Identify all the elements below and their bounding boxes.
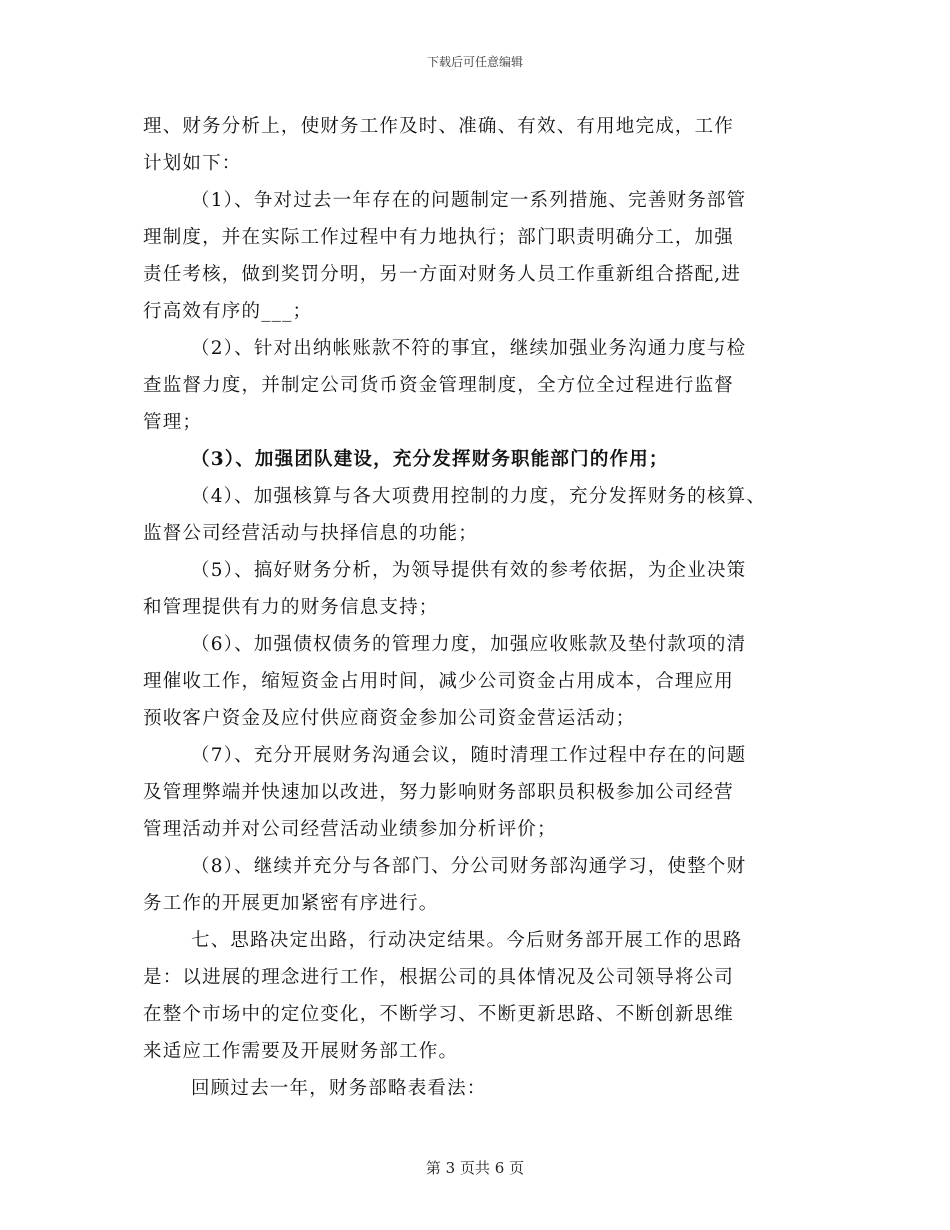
text-line: 管理； [143,412,203,433]
paragraph-item-1 [143,182,823,330]
text-line: （6）、加强债权债务的管理力度，加强应收账款及垫付款项的清 [191,634,747,655]
text-line: 及管理弊端并快速加以改进，努力影响财务部职员积极参加公司经营 [143,782,735,803]
text-line: 预收客户资金及应付供应商资金参加公司资金营运活动； [143,708,636,729]
text-line: 责任考核，做到奖罚分明，另一方面对财务人员工作重新组合搭配,进 [143,264,742,285]
text-line: 行高效有序的___； [143,301,313,322]
paragraph-intro [143,108,823,182]
paragraph-item-8 [143,848,823,922]
text-line: 是：以进展的理念进行工作，根据公司的具体情况及公司领导将公司 [143,967,735,988]
paragraph-item-6 [143,626,823,737]
text-line: （1）、争对过去一年存在的问题制定一系列措施、完善财务部管 [191,190,747,211]
text-line: 查监督力度，并制定公司货币资金管理制度，全方位全过程进行监督 [143,375,735,396]
document-body [143,108,823,1107]
text-line: 在整个市场中的定位变化，不断学习、不断更新思路、不断创新思维 [143,1004,735,1025]
text-line: （8）、继续并充分与各部门、分公司财务部沟通学习，使整个财 [191,856,747,877]
text-line: （3）、加强团队建设，充分发挥财务职能部门的作用； [191,449,669,470]
text-line: 理、财务分析上，使财务工作及时、准确、有效、有用地完成，工作 [143,116,735,137]
paragraph-item-2 [143,330,823,441]
text-line: 回顾过去一年，财务部略表看法： [191,1078,487,1099]
paragraph-item-7 [143,737,823,848]
paragraph-review [143,1070,823,1107]
text-line: 计划如下： [143,153,242,174]
text-line: 理制度，并在实际工作过程中有力地执行；部门职责明确分工，加强 [143,227,735,248]
text-line: 管理活动并对公司经营活动业绩参加分析评价； [143,819,557,840]
paragraph-item-4 [143,478,823,552]
text-line: 监督公司经营活动与抉择信息的功能； [143,523,478,544]
text-line: 理催收工作，缩短资金占用时间，减少公司资金占用成本，合理应用 [143,671,735,692]
page-footer: 第 3 页共 6 页 [425,1159,525,1177]
paragraph-item-3 [143,441,823,478]
text-line: 七、思路决定出路，行动决定结果。今后财务部开展工作的思路 [191,930,743,951]
text-line: 和管理提供有力的财务信息支持； [143,597,439,618]
paragraph-section-7 [143,922,823,1070]
text-line: 来适应工作需要及开展财务部工作。 [143,1041,459,1062]
text-line: （5）、搞好财务分析，为领导提供有效的参考依据，为企业决策 [191,560,747,581]
paragraph-item-5 [143,552,823,626]
page-header: 下载后可任意编辑 [426,55,523,69]
text-line: 务工作的开展更加紧密有序进行。 [143,893,439,914]
text-line: （2）、针对出纳帐账款不符的事宜，继续加强业务沟通力度与检 [191,338,747,359]
text-line: （4）、加强核算与各大项费用控制的力度，充分发挥财务的核算、 [191,486,767,507]
text-line: （7）、充分开展财务沟通会议，随时清理工作过程中存在的问题 [191,745,747,766]
